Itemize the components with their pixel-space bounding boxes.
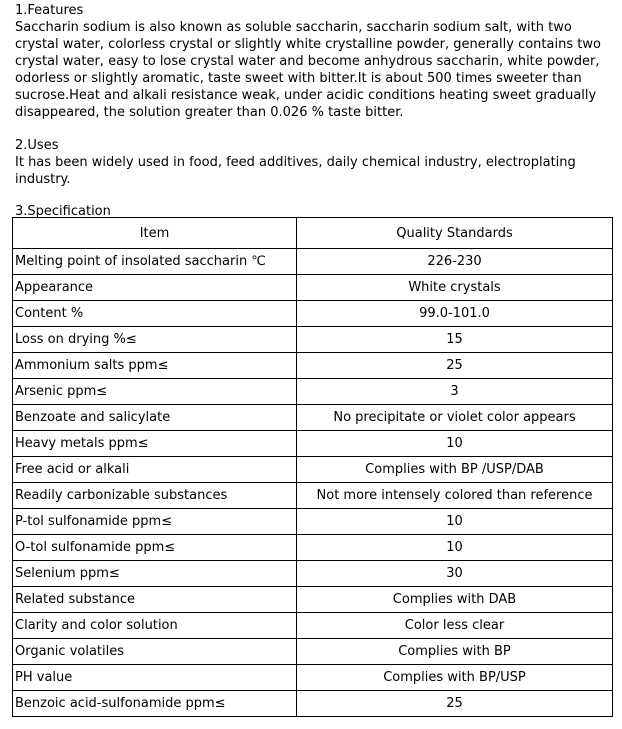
- spec-standard-cell: 25: [297, 691, 613, 717]
- spec-standard-cell: 226-230: [297, 249, 613, 275]
- spec-item-cell: Readily carbonizable substances: [13, 483, 297, 509]
- table-row: [13, 431, 613, 457]
- table-row: [13, 379, 613, 405]
- spec-item-cell: PH value: [13, 665, 297, 691]
- table-row: [13, 457, 613, 483]
- features-heading: 1.Features: [15, 3, 84, 18]
- spec-standard-cell: 3: [297, 379, 613, 405]
- spec-item-cell: Clarity and color solution: [13, 613, 297, 639]
- features-paragraph: Saccharin sodium is also known as soluble saccharin, saccharin sodium salt, with two crystal water, colorless crystal or slightly white crystalline powder, generally contains two crystal water, easy to lose crystal water and become anhydrous saccharin, white powder, odorless or slightly aromatic, taste sweet with bitter.It is about 500 times sweeter than sucrose.Heat and alkali resistance weak, under acidic conditions heating sweet gradually disappeared, the solution greater than 0.026 % taste bitter.: [15, 20, 601, 120]
- spec-item-cell: P-tol sulfonamide ppm≤: [13, 509, 297, 535]
- document-body: [15, 0, 615, 220]
- uses-heading: 2.Uses: [15, 138, 59, 153]
- table-row: [13, 327, 613, 353]
- spec-standard-cell: 10: [297, 509, 613, 535]
- table-row: [13, 249, 613, 275]
- spec-standard-cell: Complies with BP /USP/DAB: [297, 457, 613, 483]
- table-row: [13, 353, 613, 379]
- spec-item-cell: O-tol sulfonamide ppm≤: [13, 535, 297, 561]
- spec-standard-cell: 25: [297, 353, 613, 379]
- table-row: [13, 613, 613, 639]
- table-row: [13, 639, 613, 665]
- spec-item-cell: Benzoic acid-sulfonamide ppm≤: [13, 691, 297, 717]
- spec-item-cell: Organic volatiles: [13, 639, 297, 665]
- column-header-item: Item: [13, 218, 297, 249]
- table-row: [13, 587, 613, 613]
- table-row: [13, 561, 613, 587]
- spec-standard-cell: Not more intensely colored than reference: [297, 483, 613, 509]
- table-row: [13, 509, 613, 535]
- spec-item-cell: Arsenic ppm≤: [13, 379, 297, 405]
- specification-table: [12, 217, 613, 717]
- spec-item-cell: Related substance: [13, 587, 297, 613]
- table-row: [13, 691, 613, 717]
- spec-item-cell: Benzoate and salicylate: [13, 405, 297, 431]
- table-row: [13, 301, 613, 327]
- spec-item-cell: Selenium ppm≤: [13, 561, 297, 587]
- spec-standard-cell: No precipitate or violet color appears: [297, 405, 613, 431]
- spec-standard-cell: Complies with DAB: [297, 587, 613, 613]
- spec-item-cell: Ammonium salts ppm≤: [13, 353, 297, 379]
- table-row: [13, 535, 613, 561]
- uses-paragraph: It has been widely used in food, feed additives, daily chemical industry, electroplating industry.: [15, 155, 576, 187]
- spec-standard-cell: 10: [297, 431, 613, 457]
- spec-standard-cell: 15: [297, 327, 613, 353]
- table-header-row: [13, 218, 613, 249]
- specification-heading: 3.Specification: [15, 204, 111, 219]
- table-row: [13, 405, 613, 431]
- spec-standard-cell: 99.0-101.0: [297, 301, 613, 327]
- specification-table-body: [13, 249, 613, 717]
- table-row: [13, 483, 613, 509]
- spec-standard-cell: Complies with BP/USP: [297, 665, 613, 691]
- spec-item-cell: Loss on drying %≤: [13, 327, 297, 353]
- table-row: [13, 665, 613, 691]
- spec-item-cell: Heavy metals ppm≤: [13, 431, 297, 457]
- spec-item-cell: Free acid or alkali: [13, 457, 297, 483]
- spec-standard-cell: Complies with BP: [297, 639, 613, 665]
- column-header-quality-standards: Quality Standards: [297, 218, 613, 249]
- spec-standard-cell: 30: [297, 561, 613, 587]
- spec-item-cell: Appearance: [13, 275, 297, 301]
- table-row: [13, 275, 613, 301]
- spec-standard-cell: 10: [297, 535, 613, 561]
- spec-item-cell: Melting point of insolated saccharin ℃: [13, 249, 297, 275]
- spec-standard-cell: Color less clear: [297, 613, 613, 639]
- spec-item-cell: Content %: [13, 301, 297, 327]
- spec-standard-cell: White crystals: [297, 275, 613, 301]
